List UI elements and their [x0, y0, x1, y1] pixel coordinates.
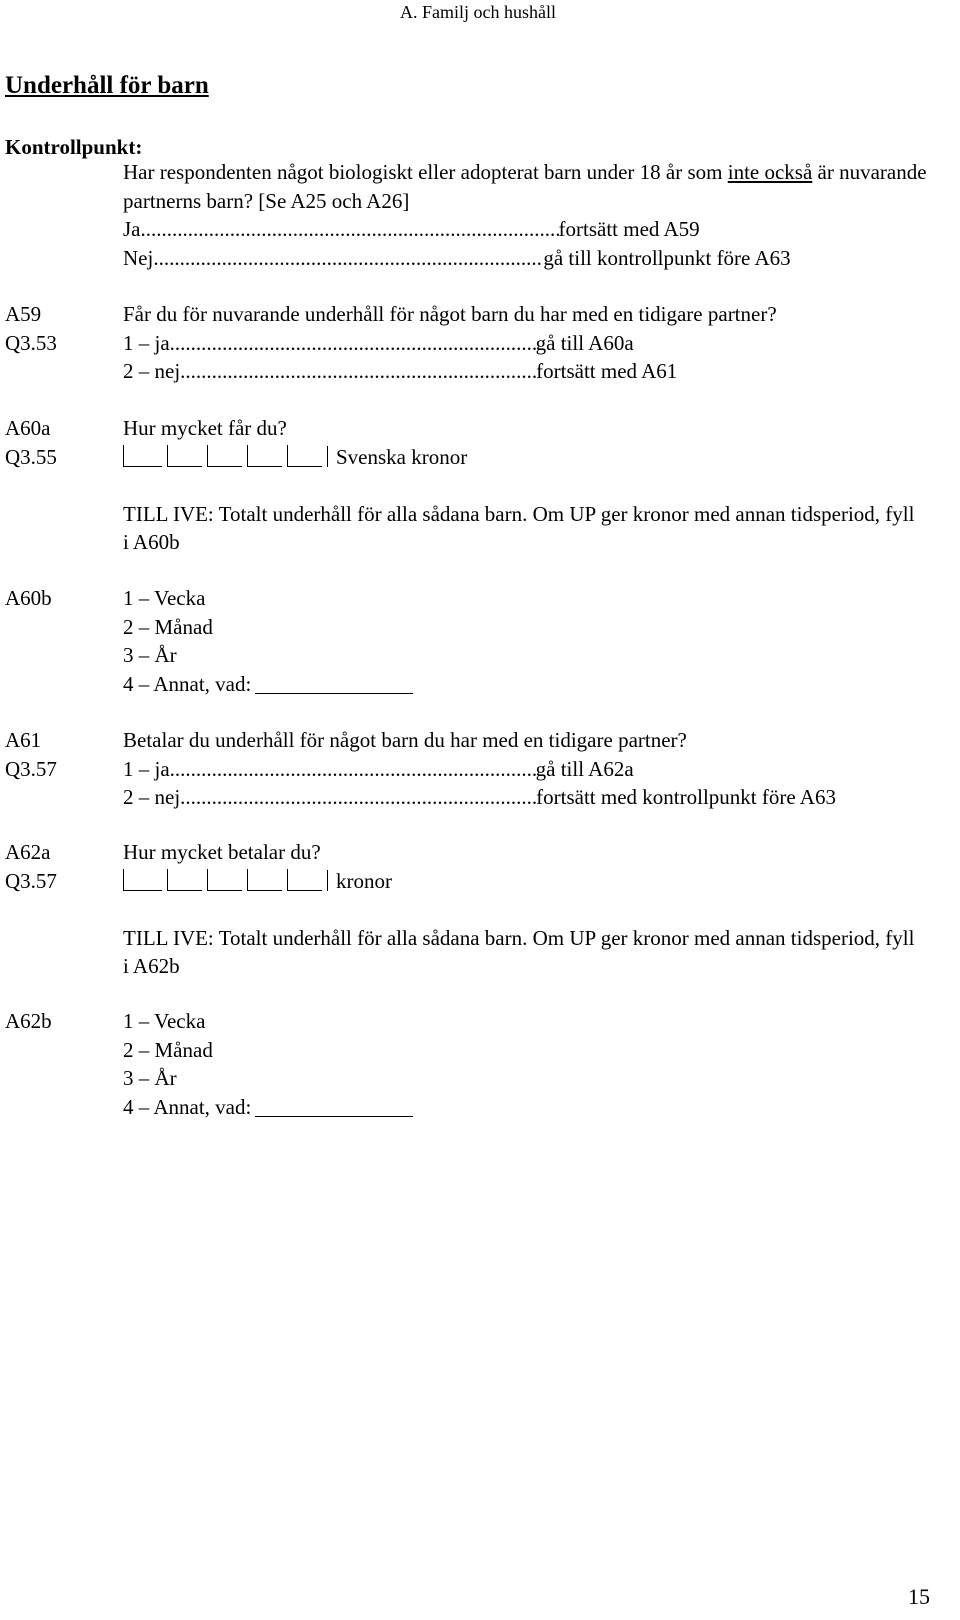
question-id-labels	[5, 300, 57, 357]
question-code: Q3.55	[5, 444, 57, 469]
amount-digit-boxes[interactable]	[123, 867, 336, 896]
amount-digit-boxes[interactable]	[123, 443, 336, 472]
question-body	[123, 726, 943, 812]
question-id: A60b	[5, 586, 52, 610]
other-answer-field[interactable]	[255, 673, 413, 694]
answer-option[interactable]: 2 – Månad	[123, 614, 213, 639]
question-code: Q3.57	[5, 756, 57, 781]
question-body	[123, 414, 943, 557]
answer-option-1[interactable]	[123, 329, 943, 358]
amount-unit: Svenska kronor	[336, 444, 468, 469]
checkpoint-question-text: Har respondenten något biologiskt eller adopterat barn under 18 år som	[123, 160, 728, 184]
checkpoint-option-yes[interactable]	[123, 215, 943, 244]
answer-option-1[interactable]	[123, 755, 943, 784]
option-label: Nej	[123, 245, 154, 270]
leader-dots	[180, 783, 536, 812]
question-id-labels	[5, 726, 57, 783]
option-label: 1 – ja	[123, 330, 170, 355]
question-text: Betalar du underhåll för något barn du har med en tidigare partner?	[123, 728, 687, 752]
question-body	[123, 300, 943, 386]
question-id-labels	[5, 1007, 52, 1036]
question-text: Får du för nuvarande underhåll för något barn du har med en tidigare partner?	[123, 302, 777, 326]
option-label: 2 – nej	[123, 785, 181, 809]
checkpoint-question-text-end: är nuvarande partnerns barn? [Se A25 och A26]	[123, 160, 927, 213]
question-code: Q3.57	[5, 868, 57, 893]
answer-option-other[interactable]	[123, 1093, 943, 1122]
question-text: Hur mycket får du?	[123, 416, 287, 440]
option-label: 1 – ja	[123, 756, 170, 781]
question-code: Q3.53	[5, 330, 57, 355]
option-route: gå till A60a	[535, 330, 634, 355]
checkpoint-option-no[interactable]	[123, 244, 943, 273]
leader-dots	[153, 244, 543, 273]
answer-option-2[interactable]	[123, 783, 943, 812]
leader-dots	[180, 357, 536, 386]
checkpoint-body	[123, 158, 943, 272]
question-id: A62b	[5, 1009, 52, 1033]
answer-option[interactable]: 1 – Vecka	[123, 1009, 206, 1033]
answer-option[interactable]: 1 – Vecka	[123, 586, 206, 610]
question-id: A61	[5, 728, 42, 752]
question-body	[123, 1007, 943, 1121]
leader-dots	[141, 215, 559, 244]
interviewer-instruction: TILL IVE: Totalt underhåll för alla sådana barn. Om UP ger kronor med annan tidsperiod, fyll i A60b	[123, 501, 915, 554]
question-id-labels	[5, 414, 57, 471]
answer-option-2[interactable]	[123, 357, 943, 386]
answer-option[interactable]: 2 – Månad	[123, 1037, 213, 1062]
question-id: A59	[5, 302, 42, 326]
amount-entry	[123, 867, 943, 896]
answer-option[interactable]: 3 – År	[123, 1066, 177, 1090]
amount-entry	[123, 443, 943, 472]
option-label: 4 – Annat, vad:	[123, 1094, 252, 1119]
checkpoint-question-underlined: inte också	[727, 160, 813, 184]
option-route: fortsätt med A59	[558, 217, 700, 241]
option-label: Ja	[123, 217, 141, 241]
question-body	[123, 584, 943, 698]
section-title: Underhåll för barn	[5, 72, 209, 99]
option-label: 2 – nej	[123, 359, 181, 383]
option-label: 4 – Annat, vad:	[123, 671, 252, 696]
interviewer-instruction: TILL IVE: Totalt underhåll för alla sådana barn. Om UP ger kronor med annan tidsperiod, fyll i A62b	[123, 925, 915, 978]
option-route: fortsätt med A61	[536, 359, 678, 383]
page-header: A. Familj och hushåll	[400, 2, 556, 22]
answer-option[interactable]: 3 – År	[123, 643, 177, 667]
question-id: A62a	[5, 840, 51, 864]
amount-unit: kronor	[336, 868, 392, 893]
option-route: gå till kontrollpunkt före A63	[543, 245, 791, 270]
page-number: 15	[908, 1584, 930, 1609]
question-id: A60a	[5, 416, 51, 440]
option-route: gå till A62a	[535, 756, 634, 781]
option-route: fortsätt med kontrollpunkt före A63	[536, 785, 836, 809]
question-id-labels	[5, 584, 52, 613]
question-id-labels	[5, 838, 57, 895]
leader-dots	[170, 329, 536, 358]
question-body	[123, 838, 943, 981]
checkpoint-question	[123, 158, 943, 215]
other-answer-field[interactable]	[255, 1096, 413, 1117]
question-text: Hur mycket betalar du?	[123, 840, 321, 864]
checkpoint-label: Kontrollpunkt:	[5, 135, 143, 159]
answer-option-other[interactable]	[123, 670, 943, 699]
leader-dots	[170, 755, 536, 784]
